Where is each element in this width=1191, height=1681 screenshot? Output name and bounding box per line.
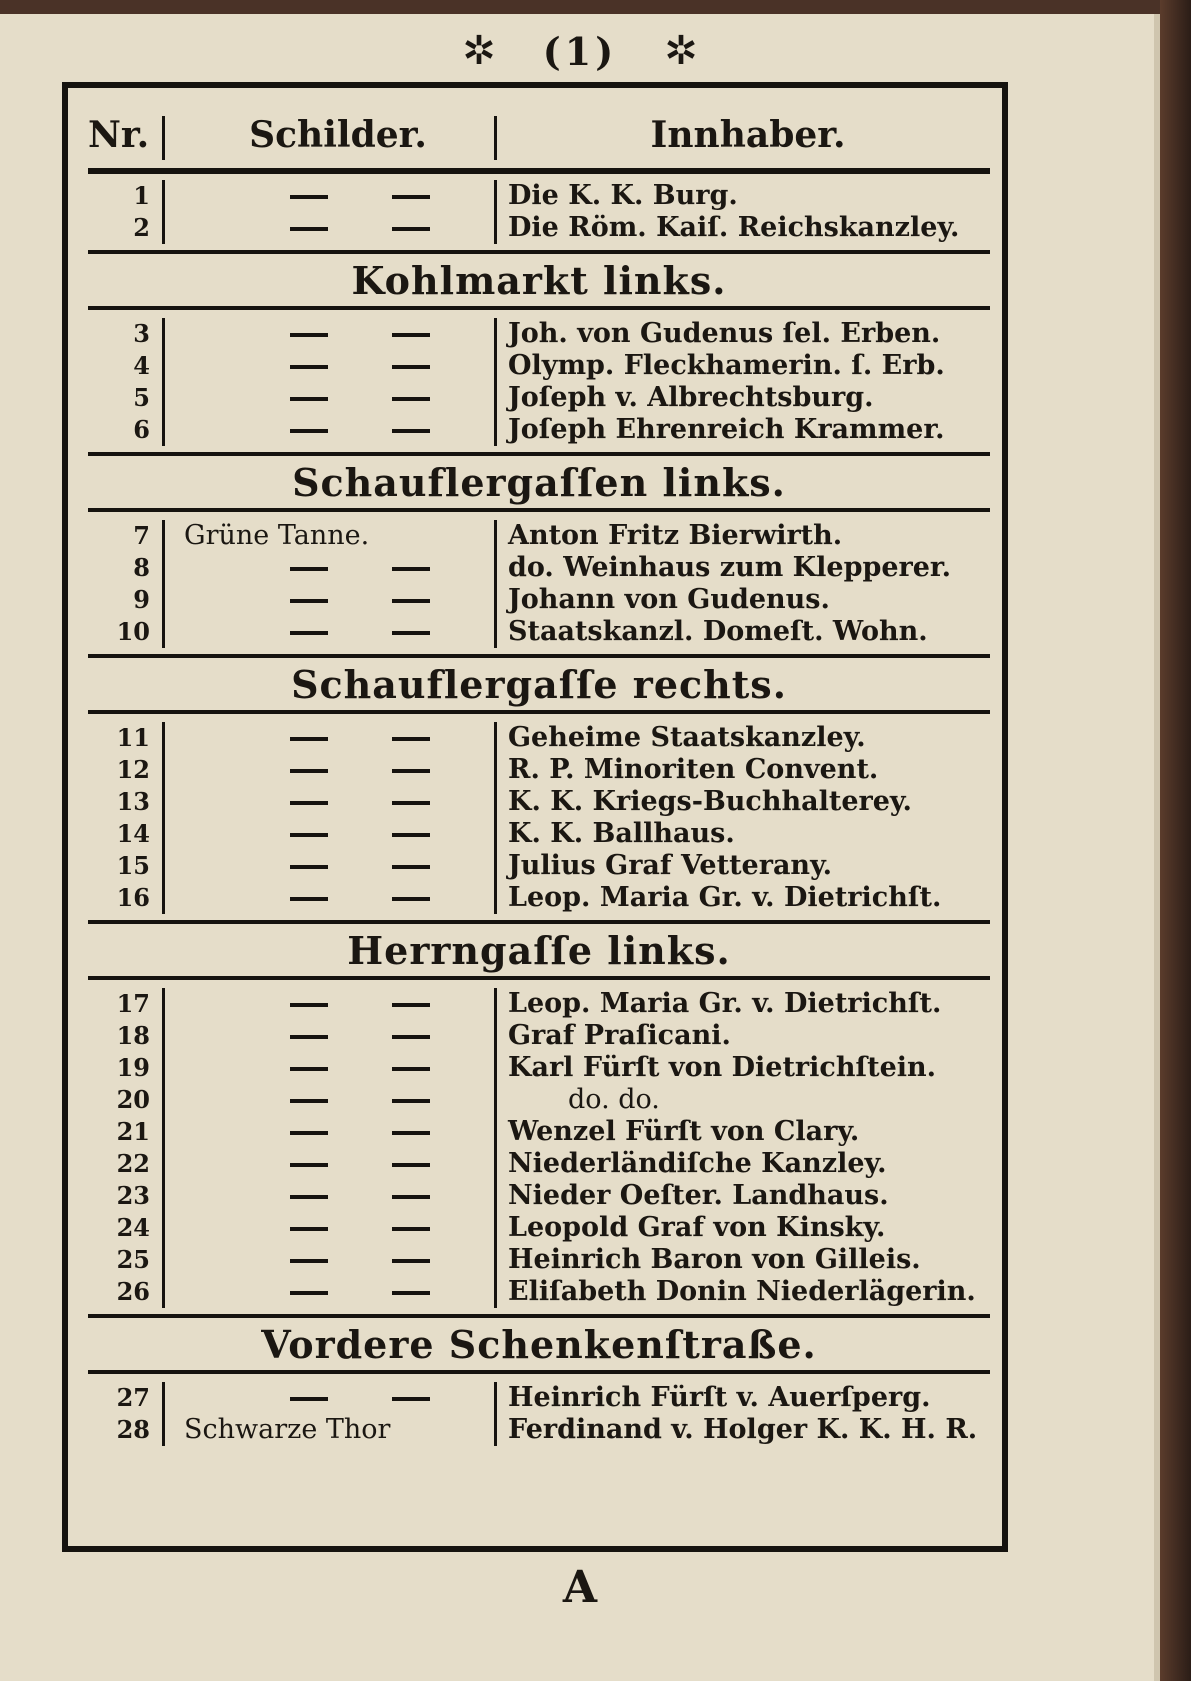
ditto-dash [392,397,430,401]
row-number: 18 [116,1021,150,1050]
row-number: 23 [116,1181,150,1210]
row-number: 11 [116,723,150,752]
row-number: 26 [116,1277,150,1306]
ditto-dash [290,737,328,741]
ditto-dash [392,567,430,571]
column-divider [162,520,165,648]
header-inhaber: Innhaber. [650,114,846,156]
ditto-dash [290,599,328,603]
column-divider [162,318,165,446]
inhaber-name: Johann von Gudenus. [508,584,830,615]
inhaber-name: Joſeph v. Albrechtsburg. [508,382,874,413]
schild-name: Grüne Tanne. [184,520,370,551]
page-number: (1) [542,28,618,74]
ditto-dash [290,1131,328,1135]
header-schilder: Schilder. [249,114,427,156]
column-divider [162,1382,165,1446]
house-register-table [88,98,990,1536]
inhaber-name: Nieder Oeſter. Landhaus. [508,1180,889,1211]
row-number: 16 [116,883,150,912]
ditto-dash [392,1163,430,1167]
table-row [88,1084,990,1116]
ditto-dash [290,1259,328,1263]
inhaber-name: Julius Graf Vetterany. [508,850,833,881]
column-divider [162,180,165,244]
section-rule [88,250,990,254]
table-row [88,786,990,818]
ditto-dash [392,833,430,837]
inhaber-name: Leop. Maria Gr. v. Dietrichſt. [508,988,942,1019]
street-heading: Schauflergaſſe rechts. [291,662,787,707]
ditto-dash [392,1067,430,1071]
table-row [88,350,990,382]
row-number: 4 [133,351,150,380]
column-divider [494,520,497,648]
header-divider [162,116,165,160]
ditto-dash [392,801,430,805]
table-row [88,1116,990,1148]
ditto-dash [290,631,328,635]
ditto-dash [290,801,328,805]
ditto-dash [392,1227,430,1231]
ditto-dash [290,897,328,901]
row-number: 8 [133,553,150,582]
inhaber-name: Joh. von Gudenus ſel. Erben. [508,318,941,349]
row-number: 15 [116,851,150,880]
inhaber-name: Staatskanzl. Domeſt. Wohn. [508,616,928,647]
ditto-dash [392,1003,430,1007]
ditto-dash [290,333,328,337]
page-header [0,28,1160,88]
ditto-dash [290,1067,328,1071]
ditto-dash [392,599,430,603]
inhaber-name: Graf Praſicani. [508,1020,731,1051]
street-heading: Kohlmarkt links. [351,258,727,303]
inhaber-name: Heinrich Fürſt v. Auerſperg. [508,1382,931,1413]
ditto-dash [392,897,430,901]
table-row [88,882,990,914]
schild-name: Schwarze Thor [184,1414,391,1445]
row-number: 22 [116,1149,150,1178]
table-row [88,382,990,414]
ditto-dash [290,1227,328,1231]
inhaber-name: Die K. K. Burg. [508,180,738,211]
row-number: 25 [116,1245,150,1274]
section-rule [88,710,990,714]
ditto-dash [392,1035,430,1039]
inhaber-name: R. P. Minoriten Convent. [508,754,879,785]
ditto-dash [392,333,430,337]
inhaber-name: K. K. Ballhaus. [508,818,735,849]
column-divider [494,988,497,1308]
street-heading: Vordere Schenkenſtraße. [261,1322,817,1367]
section-rule [88,976,990,980]
ditto-dash [392,365,430,369]
street-heading: Schauflergaſſen links. [292,460,786,505]
column-divider [494,1382,497,1446]
row-number: 27 [116,1383,150,1412]
ditto-dash [290,365,328,369]
section-rule [88,452,990,456]
table-row [88,818,990,850]
row-number: 28 [116,1415,150,1444]
table-row [88,1148,990,1180]
ditto-dash [290,429,328,433]
table-row [88,520,990,552]
row-number: 24 [116,1213,150,1242]
ditto-dash [290,865,328,869]
inhaber-name: Niederländiſche Kanzley. [508,1148,887,1179]
table-row [88,584,990,616]
header-divider [494,116,497,160]
section-rule [88,654,990,658]
ditto-dash [290,227,328,231]
ditto-dash [392,769,430,773]
row-number: 19 [116,1053,150,1082]
table-row [88,180,990,212]
ditto-dash [290,397,328,401]
table-row [88,1052,990,1084]
section-rule [88,920,990,924]
inhaber-name: K. K. Kriegs-Buchhalterey. [508,786,912,817]
row-number: 3 [133,319,150,348]
table-row [88,414,990,446]
ditto-dash [392,1099,430,1103]
left-ornament-icon: ✲ [462,28,496,74]
ditto-dash [392,1195,430,1199]
ditto-dash [290,1195,328,1199]
ditto-dash [290,1397,328,1401]
inhaber-name: Karl Fürſt von Dietrichſtein. [508,1052,937,1083]
ditto-dash [290,1163,328,1167]
ditto-dash [290,769,328,773]
inhaber-name: Die Röm. Kaiſ. Reichskanzley. [508,212,960,243]
ditto-dash [392,429,430,433]
section-rule [88,1314,990,1318]
inhaber-name: Heinrich Baron von Gilleis. [508,1244,921,1275]
table-row [88,1180,990,1212]
inhaber-name: Eliſabeth Donin Niederlägerin. [508,1276,976,1307]
row-number: 9 [133,585,150,614]
row-number: 17 [116,989,150,1018]
header-nr: Nr. [88,114,150,156]
table-row [88,616,990,648]
ditto-dash [290,1099,328,1103]
header-rule [88,168,990,174]
table-row [88,1212,990,1244]
table-row [88,552,990,584]
ditto-dash [290,833,328,837]
ditto-dash [392,1131,430,1135]
row-number: 2 [133,213,150,242]
table-row [88,754,990,786]
row-number: 20 [116,1085,150,1114]
ditto-dash [392,631,430,635]
table-row [88,850,990,882]
inhaber-name: Leop. Maria Gr. v. Dietrichſt. [508,882,942,913]
column-divider [494,318,497,446]
ditto-dash [392,1397,430,1401]
table-row [88,1020,990,1052]
row-number: 1 [133,181,150,210]
row-number: 12 [116,755,150,784]
column-divider [162,988,165,1308]
row-number: 21 [116,1117,150,1146]
ditto-dash [392,227,430,231]
inhaber-name: Wenzel Fürſt von Clary. [508,1116,860,1147]
street-heading: Herrngaſſe links. [347,928,731,973]
section-rule [88,1370,990,1374]
inhaber-name: Ferdinand v. Holger K. K. H. R. [508,1414,978,1445]
inhaber-name: Leopold Graf von Kinsky. [508,1212,886,1243]
section-rule [88,306,990,310]
row-number: 7 [133,521,150,550]
ditto-dash [290,567,328,571]
row-number: 6 [133,415,150,444]
ditto-dash [392,195,430,199]
table-row [88,318,990,350]
inhaber-name: Joſeph Ehrenreich Krammer. [508,414,945,445]
inhaber-name: Olymp. Fleckhamerin. ſ. Erb. [508,350,945,381]
ditto-dash [392,865,430,869]
row-number: 13 [116,787,150,816]
table-row [88,988,990,1020]
column-divider [162,722,165,914]
column-headers [88,108,990,168]
ditto-dash [392,1291,430,1295]
book-edge [1160,0,1191,1681]
ditto-dash [392,1259,430,1263]
row-number: 5 [133,383,150,412]
inhaber-name: Anton Fritz Bierwirth. [508,520,843,551]
table-row [88,722,990,754]
ditto-dash [392,737,430,741]
section-rule [88,508,990,512]
table-row [88,212,990,244]
table-row [88,1276,990,1308]
page-top-edge [0,0,1160,14]
column-divider [494,722,497,914]
row-number: 10 [116,617,150,646]
ditto-dash [290,195,328,199]
ditto-dash [290,1035,328,1039]
ditto-dash [290,1291,328,1295]
row-number: 14 [116,819,150,848]
signature-mark: A [562,1562,598,1613]
inhaber-name: do. do. [568,1084,660,1115]
ditto-dash [290,1003,328,1007]
table-row [88,1414,990,1446]
table-row [88,1382,990,1414]
table-frame [62,82,1008,1552]
inhaber-name: do. Weinhaus zum Klepperer. [508,552,952,583]
column-divider [494,180,497,244]
right-ornament-icon: ✲ [664,28,698,74]
table-row [88,1244,990,1276]
inhaber-name: Geheime Staatskanzley. [508,722,866,753]
